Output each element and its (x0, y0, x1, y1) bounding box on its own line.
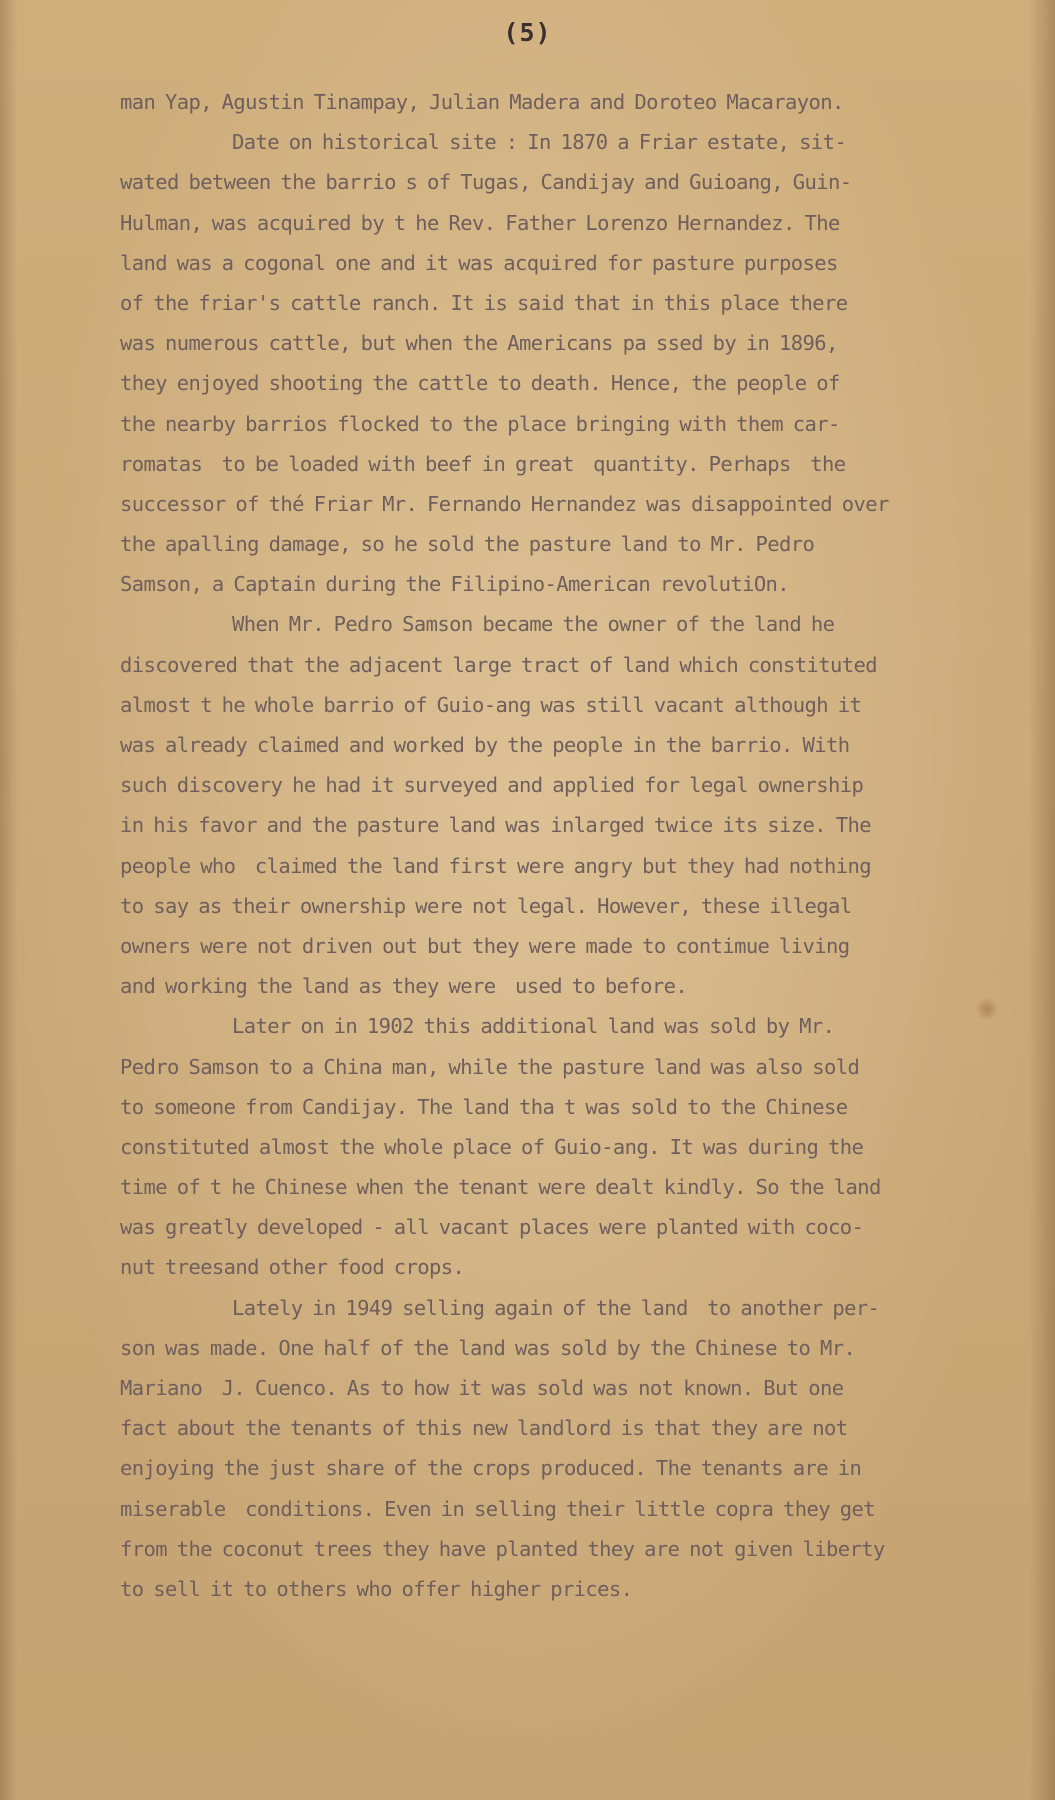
paragraph-start-line: Later on in 1902 this additional land was sold by Mr. (232, 1014, 835, 1039)
text-line: fact about the tenants of this new landlord is that they are not (120, 1416, 848, 1441)
text-line: and working the land as they were used to before. (120, 974, 688, 999)
text-line: Mariano J. Cuenco. As to how it was sold was not known. But one (120, 1376, 844, 1400)
paragraph-start-line: Lately in 1949 selling again of the land to another per- (232, 1295, 880, 1320)
paragraph-start-line: Date on historical site : In 1870 a Friar estate, sit- (232, 130, 847, 155)
text-line: was numerous cattle, but when the Americans pa ssed by in 1896, (120, 331, 838, 356)
text-line: of the friar's cattle ranch. It is said that in this place there (120, 290, 848, 315)
text-line: romatas to be loaded with beef in great quantity. Perhaps the (120, 451, 846, 476)
paper-stain (976, 998, 998, 1020)
text-line: discovered that the adjacent large tract of land which constituted (120, 652, 877, 677)
text-line: Pedro Samson to a China man, while the pasture land was also sold (120, 1054, 860, 1079)
page-edge-shadow-left (0, 0, 18, 1800)
text-line: almost t he whole barrio of Guio-ang was still vacant although it (120, 692, 862, 717)
text-line: Samson, a Captain during the Filipino-American revolutiOn. (120, 572, 790, 597)
text-line: son was made. One half of the land was sold by the Chinese to Mr. (120, 1335, 856, 1360)
text-line: such discovery he had it surveyed and applied for legal ownership (120, 773, 864, 798)
text-line: land was a cogonal one and it was acquired for pasture purposes (120, 250, 838, 275)
text-line: in his favor and the pasture land was inlarged twice its size. The (120, 813, 871, 838)
text-line: wated between the barrio s of Tugas, Candijay and Guioang, Guin- (120, 170, 852, 195)
text-line: constituted almost the whole place of Guio-ang. It was during the (120, 1134, 864, 1159)
text-line: owners were not driven out but they were made to contimue living (120, 933, 850, 958)
page-edge-shadow-right (1029, 0, 1055, 1800)
page-number: (5) (503, 18, 552, 47)
document-body (120, 82, 960, 1609)
text-line: nut treesand other food crops. (120, 1255, 465, 1280)
text-line: the nearby barrios flocked to the place bringing with them car- (120, 411, 840, 436)
paragraph-start-line: When Mr. Pedro Samson became the owner of the land he (232, 612, 835, 637)
text-line: was greatly developed - all vacant places were planted with coco- (120, 1215, 864, 1240)
text-line: miserable conditions. Even in selling their little copra they get (120, 1496, 875, 1521)
text-line: was already claimed and worked by the people in the barrio. With (120, 733, 850, 757)
text-line: to sell it to others who offer higher prices. (120, 1576, 633, 1601)
text-line: time of t he Chinese when the tenant were dealt kindly. So the land (120, 1175, 881, 1200)
text-line: people who claimed the land first were angry but they had nothing (120, 853, 871, 878)
text-line: successor of thé Friar Mr. Fernando Hernandez was disappointed over (120, 491, 889, 516)
text-line: from the coconut trees they have planted they are not given liberty (120, 1536, 885, 1561)
text-line: the apalling damage, so he sold the pasture land to Mr. Pedro (120, 532, 815, 557)
text-line: Hulman, was acquired by t he Rev. Father Lorenzo Hernandez. The (120, 210, 840, 235)
text-line: to someone from Candijay. The land tha t was sold to the Chinese (120, 1094, 848, 1119)
text-line: man Yap, Agustin Tinampay, Julian Madera and Doroteo Macarayon. (120, 90, 844, 114)
text-line: enjoying the just share of the crops produced. The tenants are in (120, 1456, 862, 1481)
text-line: they enjoyed shooting the cattle to death. Hence, the people of (120, 371, 840, 396)
text-line: to say as their ownership were not legal. However, these illegal (120, 893, 852, 918)
